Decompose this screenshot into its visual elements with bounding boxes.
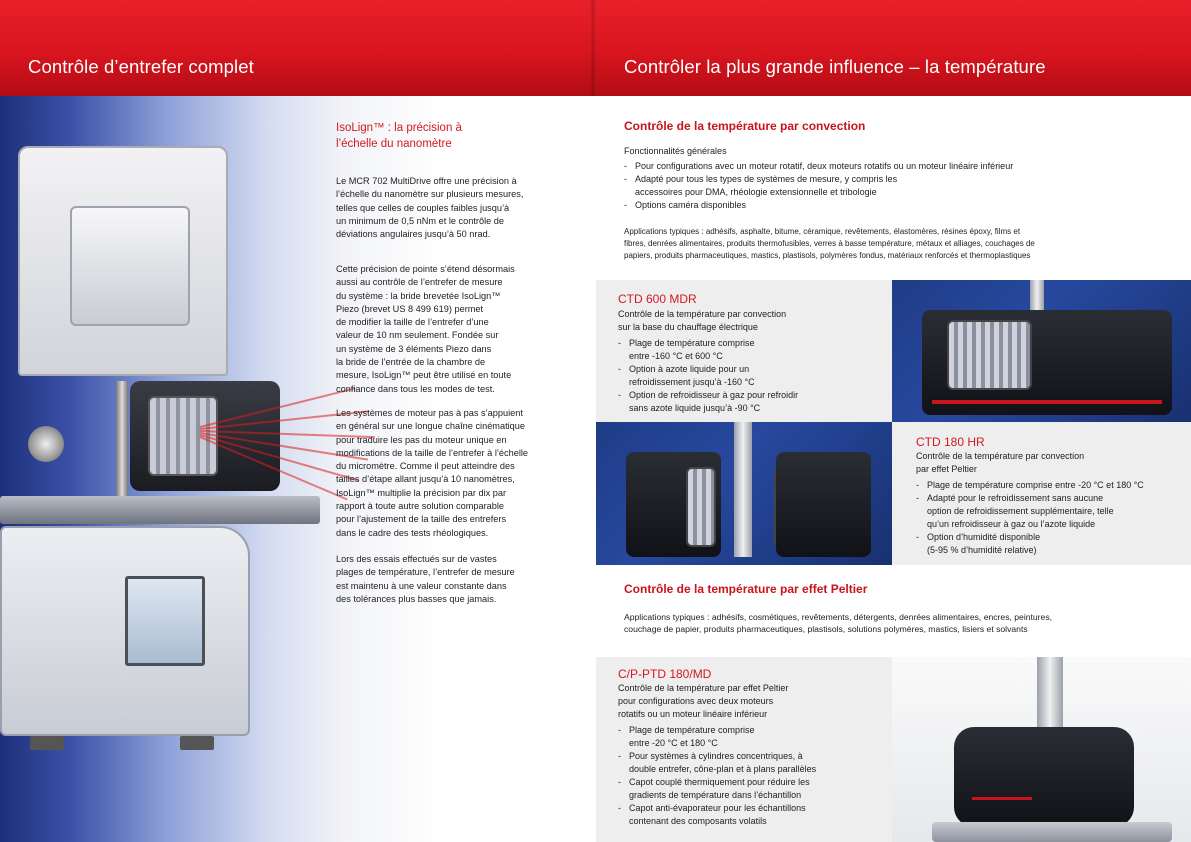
cpptd-feature-list <box>618 724 883 828</box>
text-line: rapport à toute autre solution comparable <box>336 501 505 512</box>
text-line: papiers, produits pharmaceutiques, mastics, plastisols, polymères fondus, matériaux renforcés et thermoplastiques <box>624 251 1031 260</box>
list-item-text: Adapté pour tous les types de systèmes de mesure, y compris les <box>635 174 898 184</box>
list-item-text: entre -160 °C et 600 °C <box>629 351 723 361</box>
list-item <box>618 724 883 750</box>
convection-feature-list <box>624 160 1164 212</box>
list-item-text: accessoires pour DMA, rhéologie extensionnelle et tribologie <box>635 187 877 197</box>
list-item <box>624 160 1164 173</box>
red-trim <box>972 797 1032 800</box>
text-line: est maintenu à une valeur constante dans <box>336 580 507 591</box>
list-item <box>624 173 1164 199</box>
text-line: du micromètre. Comme il peut atteindre des <box>336 461 515 472</box>
list-item-text: gradients de température dans l’échantillon <box>629 790 802 800</box>
text-line: un système de 3 éléments Piezo dans <box>336 343 492 354</box>
ctd600-feature-list <box>618 337 878 415</box>
red-trim <box>932 400 1162 404</box>
text-line: Lors des essais effectués sur de vastes <box>336 554 497 564</box>
ctd180-device-right <box>776 452 871 557</box>
list-item <box>916 479 1186 492</box>
paragraph-2 <box>336 263 566 396</box>
text-line: du système : la bride brevetée IsoLign™ <box>336 290 501 301</box>
ctd600-name: CTD 600 MDR <box>618 292 697 306</box>
text-line: par effet Peltier <box>916 464 977 474</box>
heading-line: IsoLign™ : la précision à <box>336 122 462 134</box>
text-line: Piezo (brevet US 8 499 619) permet <box>336 303 484 314</box>
text-line: de modifier la taille de l’entrefer d’une <box>336 317 489 328</box>
text-line: valeur de 10 nm seulement. Fondée sur <box>336 330 499 341</box>
text-line: Les systèmes de moteur pas à pas s’appuient <box>336 408 523 418</box>
list-item-text: Option à azote liquide pour un <box>629 364 750 374</box>
text-line: Contrôle de la température par convection <box>618 309 787 319</box>
list-item-text: Plage de température comprise <box>629 338 755 348</box>
convection-applications <box>624 226 1164 262</box>
list-item-text: qu’un refroidisseur à gaz ou l’azote liquide <box>927 519 1096 529</box>
list-item <box>618 802 883 828</box>
text-line: sur la base du chauffage électrique <box>618 322 758 332</box>
list-item <box>618 337 878 363</box>
text-line: IsoLign™ multiplie la précision par dix par <box>336 487 507 498</box>
text-line: la bride de l’entrée de la chambre de <box>336 357 486 368</box>
peltier-section-title: Contrôle de la température par effet Peltier <box>624 582 868 596</box>
cpptd-name: C/P-PTD 180/MD <box>618 667 712 681</box>
list-item-text: Plage de température comprise entre -20 °C et 180 °C <box>927 480 1144 490</box>
list-item <box>618 389 878 415</box>
list-item-text: sans azote liquide jusqu’à -90 °C <box>629 403 761 413</box>
text-line: plages de température, l’entrefer de mesure <box>336 567 515 578</box>
text-line: Contrôle de la température par effet Peltier <box>618 683 789 693</box>
cpptd-photo <box>892 657 1191 842</box>
list-item-text: double entrefer, cône-plan et à plans parallèles <box>629 764 817 774</box>
list-item-text: Option de refroidisseur à gaz pour refroidir <box>629 390 799 400</box>
list-item <box>916 492 1186 531</box>
list-item-text: contenant des composants volatils <box>629 816 767 826</box>
text-line: rotatifs ou un moteur linéaire inférieur <box>618 709 768 719</box>
control-knob <box>28 426 64 462</box>
ctd600-subtitle <box>618 308 786 334</box>
text-line: Applications typiques : adhésifs, asphalte, bitume, céramique, revêtements, élastomères, résines époxy, films et <box>624 227 1021 236</box>
list-item-text: Plage de température comprise <box>629 725 755 735</box>
text-line: couchage de papier, produits pharmaceutiques, plastisols, solutions polymères, mastics, lisiers et solvants <box>624 624 1028 634</box>
list-item <box>618 776 883 802</box>
text-line: telles que celles de couples faibles jusqu’à <box>336 202 510 213</box>
text-line: Le MCR 702 MultiDrive offre une précision à <box>336 176 517 186</box>
list-item <box>916 531 1186 557</box>
cpptd-subtitle <box>618 682 788 721</box>
text-line: modifications de la taille de l’entrefer à l’échelle <box>336 447 529 458</box>
ctd600-photo <box>892 280 1191 422</box>
instrument-foot <box>180 736 214 750</box>
list-item-text: Capot couplé thermiquement pour réduire les <box>629 777 810 787</box>
ctd180-window-left <box>686 467 716 547</box>
page-spine <box>590 0 596 96</box>
list-item-text: refroidissement jusqu’à -160 °C <box>629 377 755 387</box>
ctd600-window <box>947 320 1032 390</box>
list-item-text: Capot anti-évaporateur pour les échantillons <box>629 803 806 813</box>
paragraph-1 <box>336 175 566 241</box>
list-item-text: Pour systèmes à cylindres concentriques, à <box>629 751 803 761</box>
list-item-text: option de refroidissement supplémentaire, telle <box>927 506 1114 516</box>
instrument-base <box>932 822 1172 842</box>
list-item <box>618 363 878 389</box>
left-page-title: Contrôle d’entrefer complet <box>28 56 254 77</box>
text-line: pour configurations avec deux moteurs <box>618 696 774 706</box>
paragraph-4 <box>336 553 566 606</box>
ctd180-name: CTD 180 HR <box>916 435 985 449</box>
list-item <box>624 199 1164 212</box>
list-item-text: entre -20 °C et 180 °C <box>629 738 718 748</box>
text-line: fibres, denrées alimentaires, produits thermofusibles, verres à basse température, métaux et alliages, couchages de <box>624 239 1035 248</box>
text-line: déviations angulaires jusqu’à 50 nrad. <box>336 229 491 240</box>
list-item <box>618 750 883 776</box>
text-line: Cette précision de pointe s’étend désormais <box>336 264 515 274</box>
isolign-heading <box>336 120 566 152</box>
text-line: mesure, IsoLign™ peut être utilisé en toute <box>336 370 512 381</box>
list-item-text: Options caméra disponibles <box>635 200 747 210</box>
base-plate <box>0 496 320 524</box>
text-line: pour l’ajustement de la taille des entrefers <box>336 514 507 525</box>
text-line: aussi au contrôle de l’entrefer de mesure <box>336 277 503 288</box>
list-item-text: Pour configurations avec un moteur rotatif, deux moteurs rotatifs ou un moteur linéaire inférieur <box>635 161 1014 171</box>
text-line: pour traduire les pas du moteur unique en <box>336 434 507 445</box>
paragraph-3 <box>336 407 571 540</box>
peltier-applications <box>624 611 1164 635</box>
peltier-hood <box>954 727 1134 827</box>
text-line: en général sur une longue chaîne cinématique <box>336 421 525 432</box>
convection-section-title: Contrôle de la température par convection <box>624 119 866 133</box>
text-line: Contrôle de la température par convection <box>916 451 1085 461</box>
list-item-text: Adapté pour le refroidissement sans aucune <box>927 493 1104 503</box>
text-line: des tolérances plus basses que jamais. <box>336 593 497 604</box>
text-line: tailles d’étape allant jusqu’à 10 nanomètres, <box>336 474 515 485</box>
instrument-screen <box>125 576 205 666</box>
general-functions-label: Fonctionnalités générales <box>624 146 727 156</box>
text-line: un minimum de 0,5 nNm et le contrôle de <box>336 215 505 226</box>
instrument-cap <box>70 206 190 326</box>
text-line: dans le cadre des tests rhéologiques. <box>336 527 489 538</box>
instrument-post <box>1037 657 1063 737</box>
ctd180-feature-list <box>916 479 1186 557</box>
heading-line: l’échelle du nanomètre <box>336 138 452 150</box>
instrument-post <box>734 422 752 557</box>
ctd180-subtitle <box>916 450 1084 476</box>
list-item-text: Option d’humidité disponible <box>927 532 1041 542</box>
instrument-foot <box>30 736 64 750</box>
list-item-text: (5-95 % d’humidité relative) <box>927 545 1037 555</box>
header-band <box>0 0 1191 96</box>
text-line: l’échelle du nanomètre sur plusieurs mesures, <box>336 189 524 200</box>
ctd180-photo <box>596 422 892 565</box>
right-page-title: Contrôler la plus grande influence – la température <box>624 56 1046 77</box>
text-line: Applications typiques : adhésifs, cosmétiques, revêtements, détergents, denrées alimentaires, encres, peintures, <box>624 612 1053 622</box>
text-line: confiance dans tous les modes de test. <box>336 383 495 394</box>
